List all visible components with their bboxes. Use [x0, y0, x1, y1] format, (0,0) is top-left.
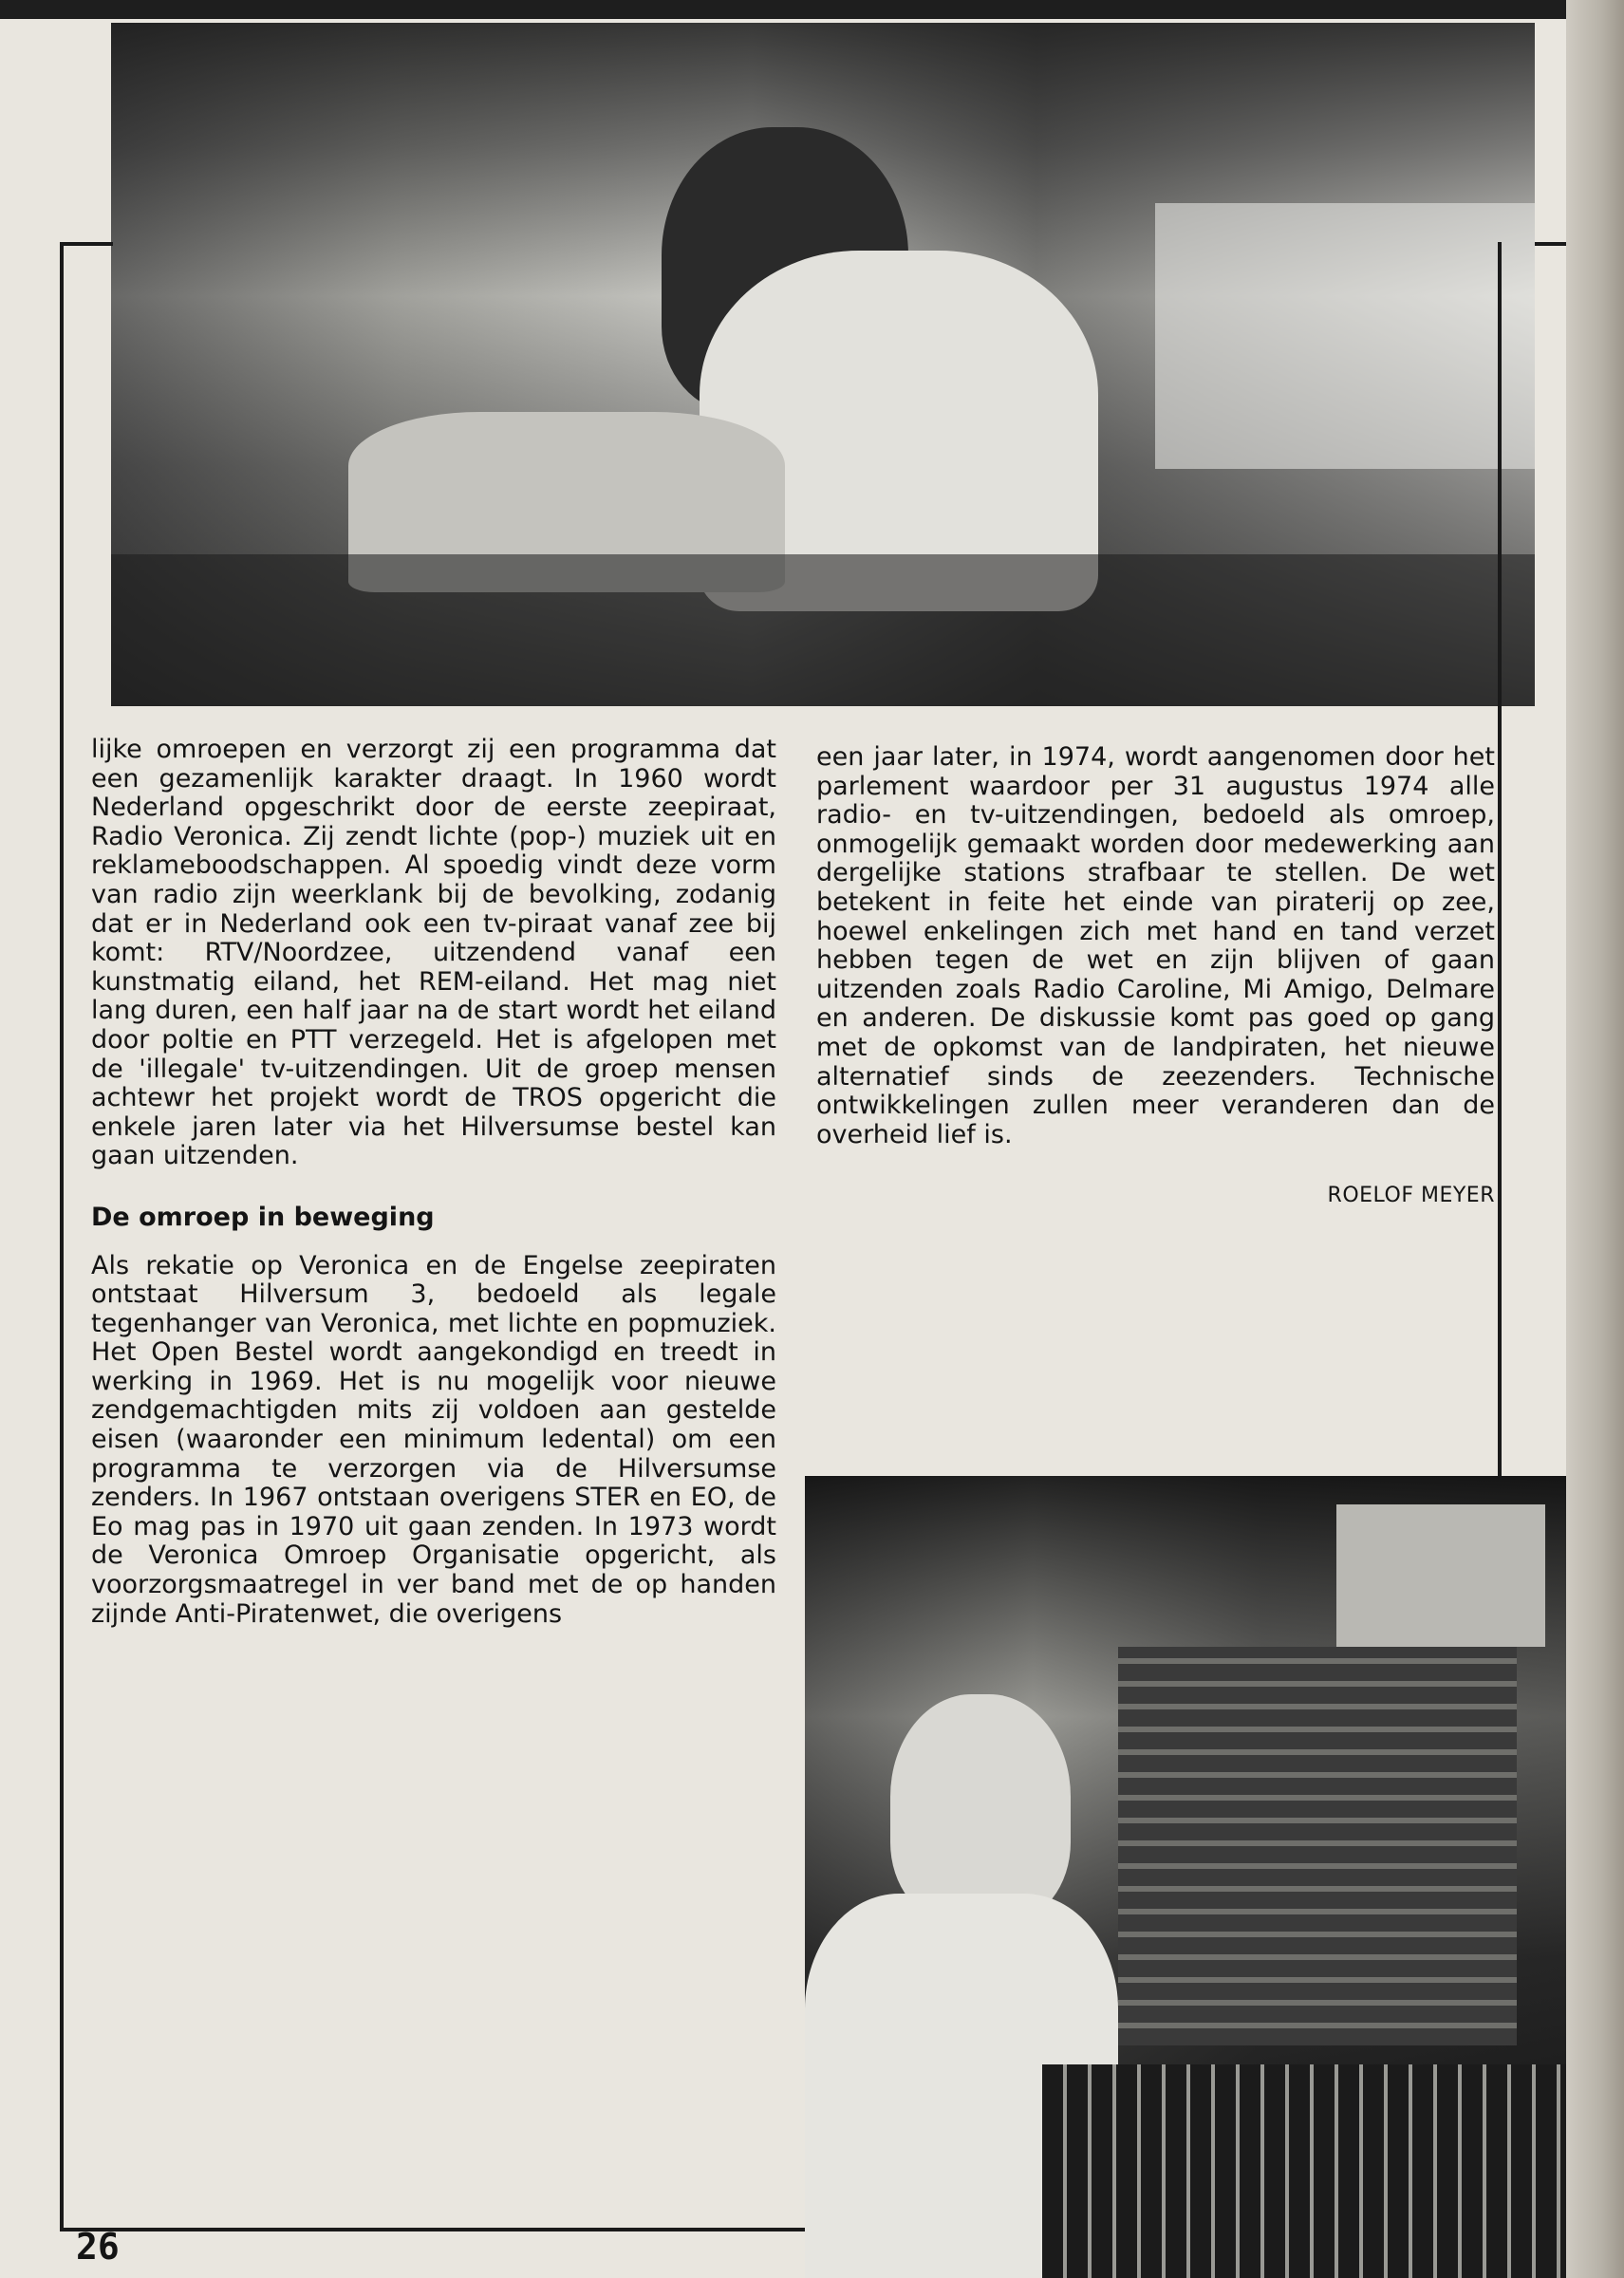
- frame-line-top-left: [60, 242, 113, 246]
- article-text-right: een jaar later, in 1974, wordt aangenomen door het parlement waardoor per 31 augustus 1974 alle radio- en tv-uitzendingen, bedoeld als omroep, onmogelijk gemaakt worden door medewerking aan dergelijke stations strafbaar te stellen. De wet betekent in feite het einde van piraterij op zee, hoewel enkelingen zich met hand en tand verzet hebben tegen de wet en zijn blijven of gaan uitzenden zoals Radio Caroline, Mi Amigo, Delmare en anderen. De diskussie komt pas goed op gang met de opkomst van de landpiraten, het nieuwe alternatief sinds de zeezenders. Technische ontwikkelingen zullen meer veranderen dan de overheid lief is.: [816, 742, 1495, 1149]
- photo-desk: [111, 554, 1535, 706]
- author-byline: ROELOF MEYER: [1327, 1184, 1495, 1208]
- photo-studio-window: [1336, 1504, 1545, 1647]
- section-heading: De omroep in beweging: [91, 1202, 435, 1232]
- scan-right-edge: [1566, 0, 1624, 2278]
- page-number: 26: [76, 2226, 120, 2268]
- article-text-left-top: lijke omroepen en verzorgt zij een programma dat een gezamenlijk karakter draagt. In 1960 wordt Nederland opgeschrikt door de eerste zeepiraat, Radio Veronica. Zij zendt lichte (pop-) muziek uit en reklameboodschappen. Al spoedig vindt deze vorm van radio zijn weerklank bij de bevolking, zodanig dat er in Nederland ook een tv-piraat vanaf zee bij komt: RTV/Noordzee, uitzendend vanaf een kunstmatig eiland, het REM-eiland. Het mag niet lang duren, een half jaar na de start wordt het eiland door poltie en PTT verzegeld. Het is afgelopen met de 'illegale' tv-uitzendingen. Uit de groep mensen achtewr het projekt wordt de TROS opgericht die enkele jaren later via het Hilversumse bestel kan gaan uitzenden.: [91, 735, 776, 1171]
- article-text-left-bottom: Als rekatie op Veronica en de Engelse zeepiraten ontstaat Hilversum 3, bedoeld als legale tegenhanger van Veronica, met lichte en popmuziek. Het Open Bestel wordt aangekondigd en treedt in werking in 1969. Het is nu mogelijk voor nieuwe zendgemachtigden mits zij voldoen aan gestelde eisen (waaronder een minimum ledental) om een programma te verzorgen via de Hilversumse zenders. In 1967 ontstaan overigens STER en EO, de Eo mag pas in 1970 uit gaan zenden. In 1973 wordt de Veronica Omroep Organisatie opgericht, als voorzorgsmaatregel in ver band met de op handen zijnde Anti-Piratenwet, die overigens: [91, 1250, 776, 1629]
- frame-line-left: [60, 242, 64, 2231]
- article-column-right: [816, 743, 1495, 1211]
- photo-mixing-console: [1042, 2064, 1566, 2278]
- photo-operator-head: [890, 1694, 1071, 1922]
- photo-equipment-rack: [1118, 1647, 1517, 2045]
- photo-window: [1155, 203, 1535, 469]
- frame-line-bottom: [60, 2228, 805, 2231]
- frame-line-right: [1498, 242, 1502, 1476]
- scan-top-edge: [0, 0, 1624, 19]
- photo-radio-studio: [805, 1476, 1566, 2278]
- frame-line-top-right: [1535, 242, 1566, 246]
- photo-man-at-desk: [111, 23, 1535, 706]
- article-column-left: [91, 736, 776, 1629]
